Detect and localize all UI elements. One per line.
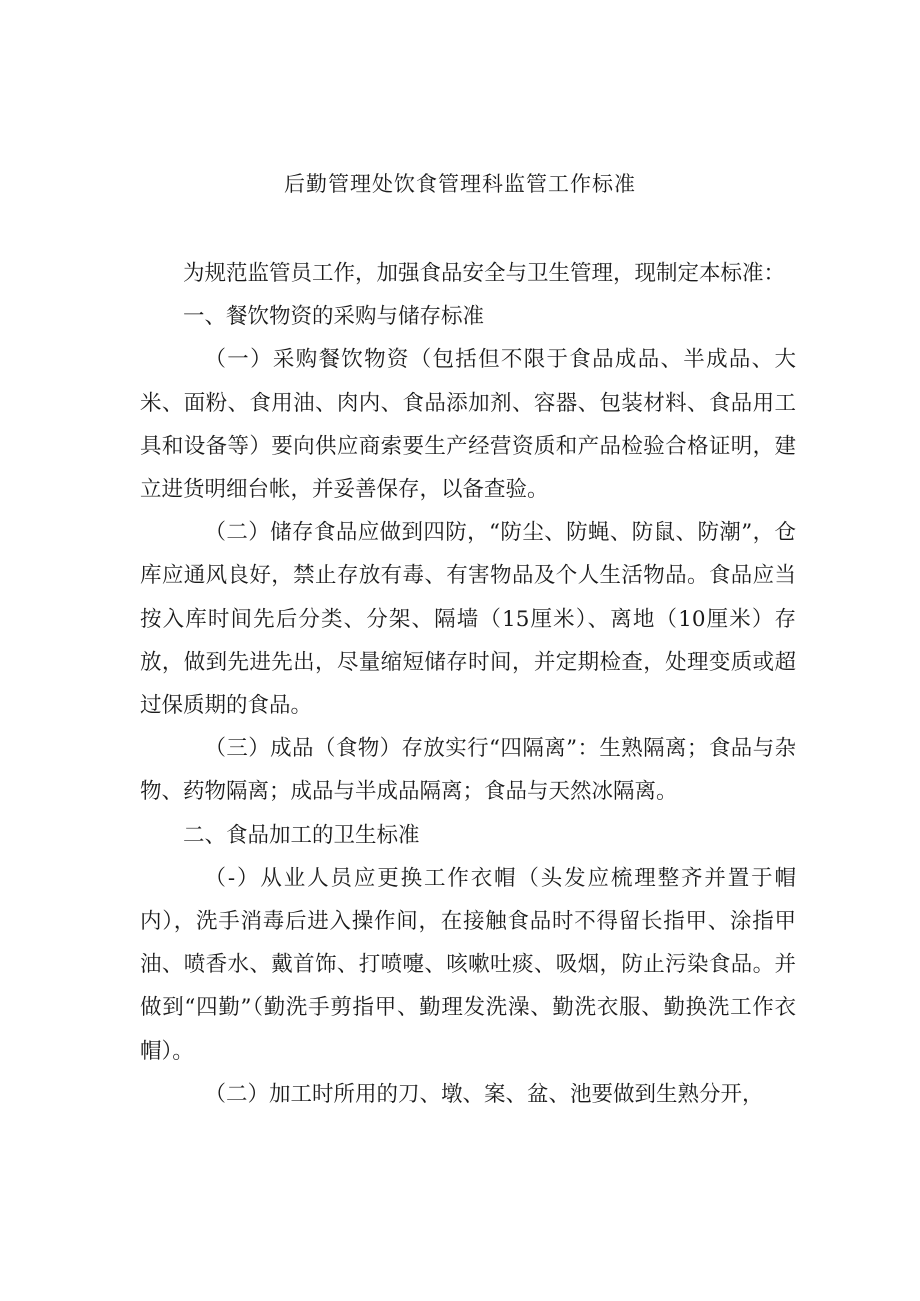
document-title: 后勤管理处饮食管理科监管工作标准: [284, 172, 636, 196]
finished-goods-item-3: （三）成品（食物）存放实行“四隔离”：生熟隔离；食品与杂物、药物隔离；成品与半成品隔离；食品与天然冰隔离。: [140, 736, 796, 805]
intro-paragraph: 为规范监管员工作，加强食品安全与卫生管理，现制定本标准：: [183, 261, 786, 286]
processing-item-2: （二）加工时所用的刀、墩、案、盆、池要做到生熟分开，: [204, 1081, 764, 1107]
document-body: [140, 252, 796, 1116]
procurement-item-1: （一）采购餐饮物资（包括但不限于食品成品、半成品、大米、面粉、食用油、肉内、食品添加剂、容器、包装材料、食品用工具和设备等）要向供应商索要生产经营资质和产品检验合格证明，建立进货明细台帐，并妥善保存，以备查验。: [140, 347, 796, 503]
processing-item-1: （-）从业人员应更换工作衣帽（头发应梳理整齐并置于帽内），洗手消毒后进入操作间，在接触食品时不得留长指甲、涂指甲油、喷香水、戴首饰、打喷嚏、咳嗽吐痰、吸烟，防止污染食品。并做到“四勤”（勤洗手剪指甲、勤理发洗澡、勤洗衣服、勤换洗工作衣帽）。: [140, 865, 796, 1064]
section-heading-procurement: 一、餐饮物资的采购与储存标准: [183, 304, 485, 330]
section-heading-processing: 二、食品加工的卫生标准: [183, 822, 420, 848]
storage-item-2: （二）储存食品应做到四防，“防尘、防蝇、防鼠、防潮”，仓库应通风良好，禁止存放有毒、有害物品及个人生活物品。食品应当按入库时间先后分类、分架、隔墙（15厘米）、离地（10厘米）存放，做到先进先出，尽量缩短储存时间，并定期检查，处理变质或超过保质期的食品。: [140, 520, 796, 719]
